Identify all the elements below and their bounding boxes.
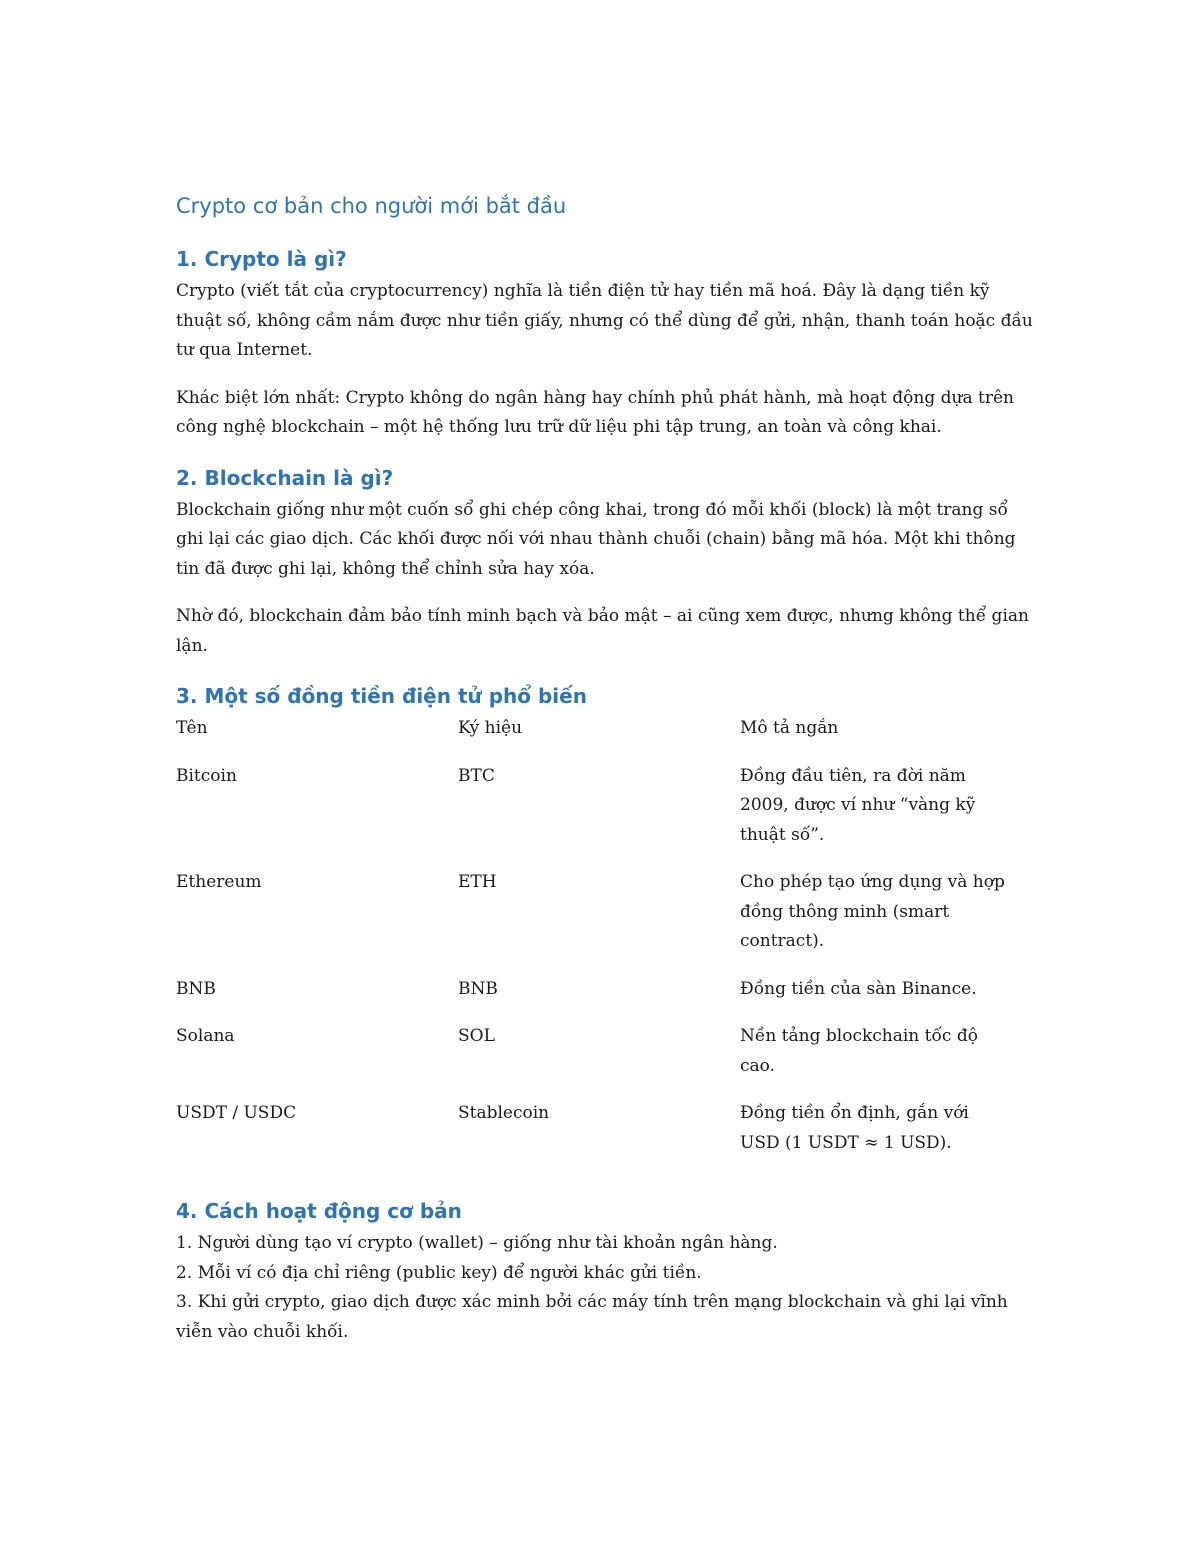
document-page [176,190,1036,1347]
table-row [176,868,1036,975]
section-2-heading: 2. Blockchain là gì? [176,465,394,490]
column-header-name: Tên [176,718,208,738]
step-item: 2. Mỗi ví có địa chỉ riêng (public key) để người khác gửi tiền. [176,1262,702,1283]
coin-name: Ethereum [176,872,262,892]
coins-table [176,714,1036,1176]
table-row [176,1099,1036,1176]
column-header-symbol: Ký hiệu [458,718,523,738]
coin-description: Nền tảng blockchain tốc độ cao. [740,1026,978,1076]
section-1-paragraph-1: Crypto (viết tắt của cryptocurrency) nghĩa là tiền điện tử hay tiền mã hoá. Đây là dạng tiền kỹ thuật số, không cầm nắm được như tiền giấy, nhưng có thể dùng để gửi, nhận, thanh toán hoặc đầu tư qua Internet. [176,281,1033,360]
section-3-heading: 3. Một số đồng tiền điện tử phổ biến [176,684,587,708]
table-row [176,975,1036,1023]
document-title: Crypto cơ bản cho người mới bắt đầu [176,194,567,218]
section-2-paragraph-1: Blockchain giống như một cuốn sổ ghi chép công khai, trong đó mỗi khối (block) là một trang sổ ghi lại các giao dịch. Các khối được nối với nhau thành chuỗi (chain) bằng mã hóa. Một khi thông tin đã được ghi lại, không thể chỉnh sửa hay xóa. [176,499,1016,579]
coin-symbol: BNB [458,978,498,999]
coin-description: Đồng đầu tiên, ra đời năm 2009, được ví như “vàng kỹ thuật số”. [740,765,976,845]
coin-symbol: SOL [458,1026,495,1046]
section-1-heading: 1. Crypto là gì? [176,247,347,271]
step-item: 1. Người dùng tạo ví crypto (wallet) – giống như tài khoản ngân hàng. [176,1233,778,1253]
coin-symbol: Stablecoin [458,1103,550,1123]
section-2-paragraph-2: Nhờ đó, blockchain đảm bảo tính minh bạch và bảo mật – ai cũng xem được, nhưng không thể gian lận. [176,606,1029,656]
coin-symbol: BTC [458,765,495,786]
table-row [176,762,1036,869]
coin-name: Solana [176,1026,235,1046]
section-1-paragraph-2: Khác biệt lớn nhất: Crypto không do ngân hàng hay chính phủ phát hành, mà hoạt động dựa trên công nghệ blockchain – một hệ thống lưu trữ dữ liệu phi tập trung, an toàn và công khai. [176,387,1014,437]
coin-name: BNB [176,978,216,999]
coin-name: USDT / USDC [176,1103,297,1123]
coin-description: Cho phép tạo ứng dụng và hợp đồng thông minh (smart contract). [740,872,1005,951]
coin-description: Đồng tiền của sàn Binance. [740,978,977,999]
coin-description: Đồng tiền ổn định, gắn với USD (1 USDT ≈ 1 USD). [740,1103,969,1153]
table-header-row [176,714,1036,762]
steps-list [176,1229,1036,1347]
coin-symbol: ETH [458,872,497,892]
section-4-heading: 4. Cách hoạt động cơ bản [176,1199,462,1223]
step-item: 3. Khi gửi crypto, giao dịch được xác minh bởi các máy tính trên mạng blockchain và ghi lại vĩnh viễn vào chuỗi khối. [176,1292,1008,1342]
coin-name: Bitcoin [176,765,237,786]
column-header-description: Mô tả ngắn [740,718,839,738]
table-row [176,1022,1036,1099]
